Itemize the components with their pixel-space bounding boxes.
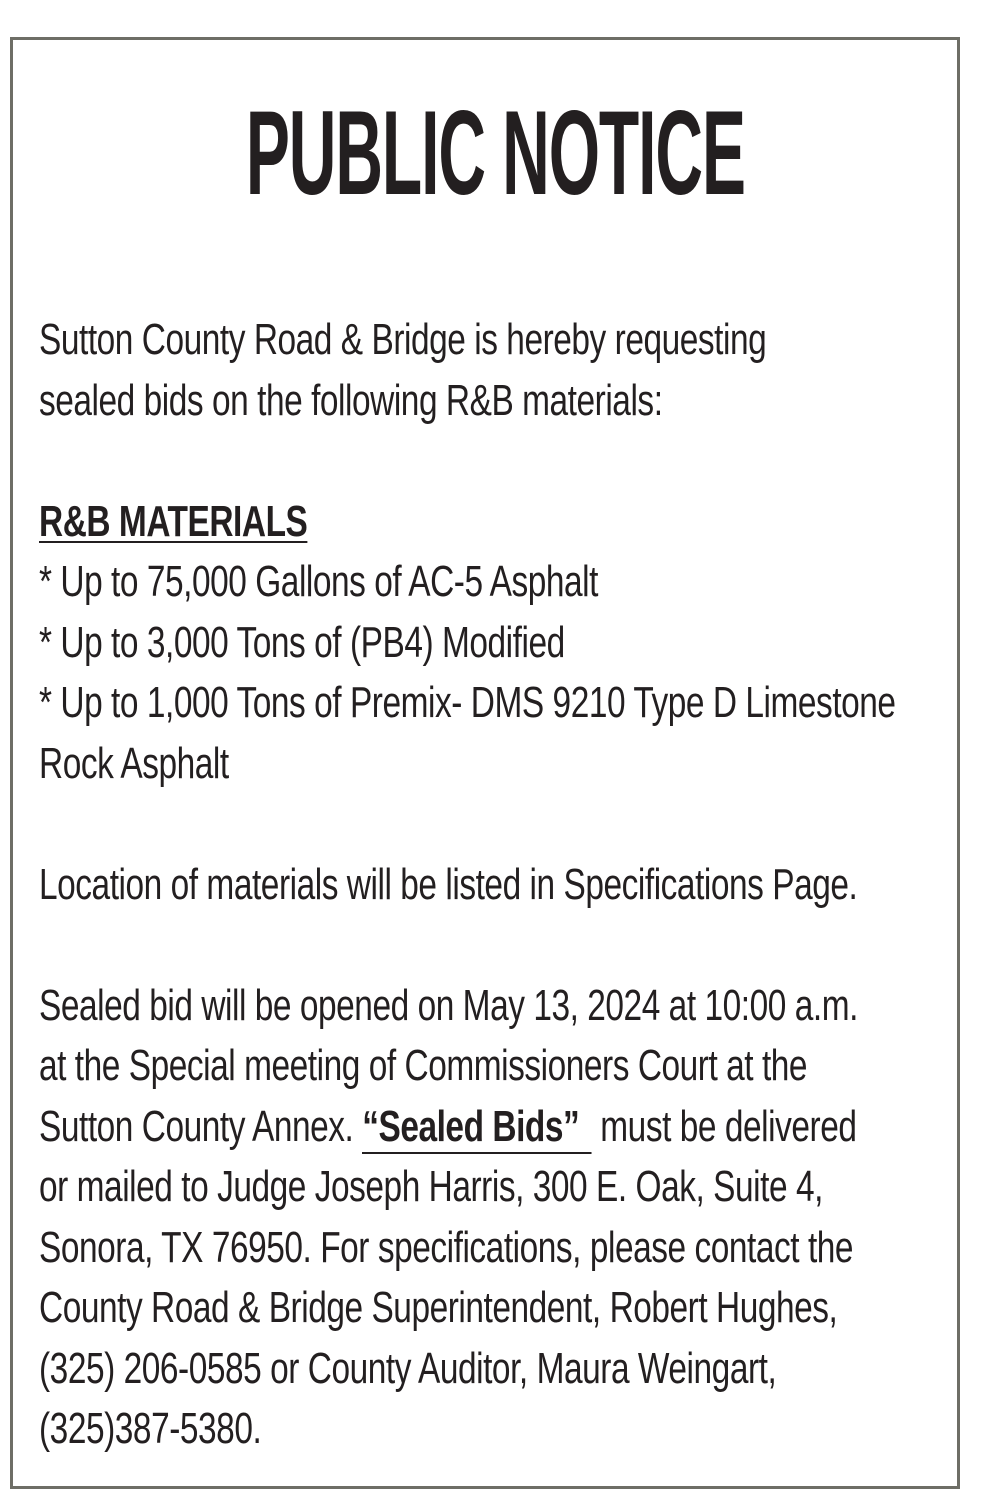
details-line-3-start: Sutton County Annex. xyxy=(39,1101,363,1151)
material-item-2: * Up to 3,000 Tons of (PB4) Modified xyxy=(39,617,565,667)
details-line-3-end: must be delivered xyxy=(591,1101,857,1151)
details-line-7: (325) 206-0585 or County Auditor, Maura Weingart, xyxy=(39,1343,777,1393)
notice-body xyxy=(39,310,959,1460)
intro-line-1: Sutton County Road & Bridge is hereby requesting xyxy=(39,315,767,364)
public-notice-box xyxy=(10,37,960,1489)
details-line-2: at the Special meeting of Commissioners Court at the xyxy=(39,1041,808,1090)
details-line-3 xyxy=(39,1097,857,1158)
spacer xyxy=(39,431,959,492)
materials-heading: R&B MATERIALS xyxy=(39,496,308,546)
material-item-3: * Up to 1,000 Tons of Premix- DMS 9210 Type D Limestone xyxy=(39,678,896,727)
details-line-4: or mailed to Judge Joseph Harris, 300 E. Oak, Suite 4, xyxy=(39,1162,823,1211)
spacer xyxy=(39,915,959,976)
details-line-6: County Road & Bridge Superintendent, Robert Hughes, xyxy=(39,1283,838,1332)
spacer xyxy=(39,794,959,855)
intro-line-2: sealed bids on the following R&B materials: xyxy=(39,375,663,425)
details-line-5: Sonora, TX 76950. For specifications, please contact the xyxy=(39,1222,854,1272)
location-line: Location of materials will be listed in Specifications Page. xyxy=(39,859,858,909)
notice-title: PUBLIC NOTICE xyxy=(245,86,745,220)
sealed-bids-emphasis: “Sealed Bids” xyxy=(362,1102,591,1154)
details-line-1: Sealed bid will be opened on May 13, 2024 at 10:00 a.m. xyxy=(39,980,858,1030)
material-item-3-continued: Rock Asphalt xyxy=(39,738,229,788)
details-line-8: (325)387-5380. xyxy=(39,1404,262,1453)
material-item-1: * Up to 75,000 Gallons of AC-5 Asphalt xyxy=(39,557,598,606)
